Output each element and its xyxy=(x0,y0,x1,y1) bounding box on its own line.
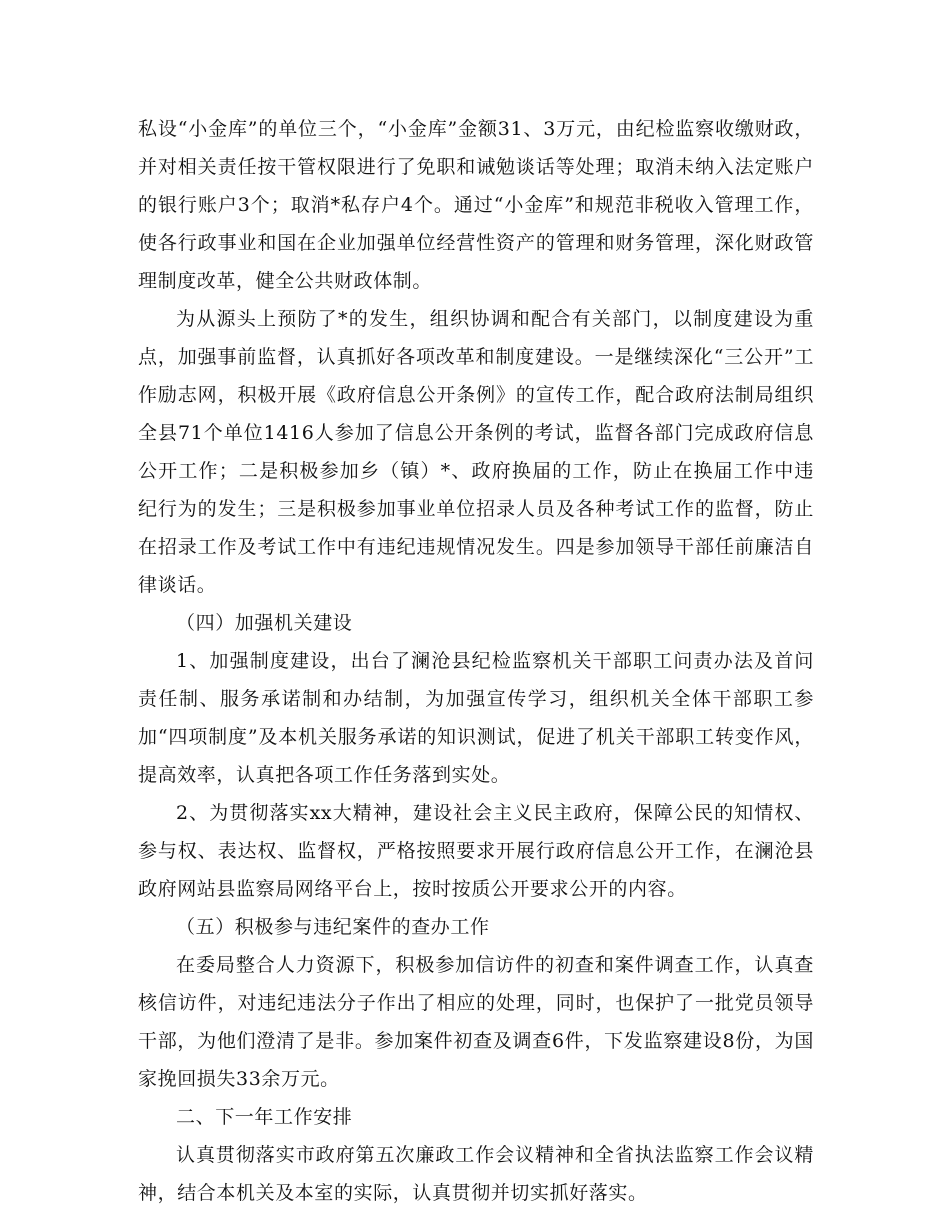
para-institution-building: 1、加强制度建设，出台了澜沧县纪检监察机关干部职工问责办法及首问责任制、服务承诺制和办结制，为加强宣传学习，组织机关全体干部职工参加“四项制度”及本机关服务承诺的知识测试，促进了机关干部职工转变作风，提高效率，认真把各项工作任务落到实处。 xyxy=(138,650,814,786)
heading-section-four: （四）加强机关建设 xyxy=(176,612,353,634)
para-small-treasury-cleanup: 私设“小金库”的单位三个，“小金库”金额31、3万元，由纪检监察收缴财政，并对相关责任按干管权限进行了免职和诫勉谈话等处理；取消未纳入法定账户的银行账户3个；取消*私存户4个。通过“小金库”和规范非税收入管理工作，使各行政事业和国在企业加强单位经营性资产的管理和财务管理，深化财政管理制度改革，健全公共财政体制。 xyxy=(138,118,814,292)
para-prevention-system: 为从源头上预防了*的发生，组织协调和配合有关部门，以制度建设为重点，加强事前监督，认真抓好各项改革和制度建设。一是继续深化“三公开”工作励志网，积极开展《政府信息公开条例》的宣传工作，配合政府法制局组织全县71个单位1416人参加了信息公开条例的考试，监督各部门完成政府信息公开工作；二是积极参加乡（镇）*、政府换届的工作，防止在换届工作中违纪行为的发生；三是积极参加事业单位招录人员及各种考试工作的监督，防止在招录工作及考试工作中有违纪违规情况发生。四是参加领导干部任前廉洁自律谈话。 xyxy=(138,308,814,596)
para-implementation: 认真贯彻落实市政府第五次廉政工作会议精神和全省执法监察工作会议精神，结合本机关及本室的实际，认真贯彻并切实抓好落实。 xyxy=(138,1144,814,1204)
document-body xyxy=(138,110,814,1212)
heading-next-year-plan: 二、下一年工作安排 xyxy=(176,1106,353,1128)
heading-section-five: （五）积极参与违纪案件的查办工作 xyxy=(176,916,490,938)
para-information-disclosure: 2、为贯彻落实xx大精神，建设社会主义民主政府，保障公民的知情权、参与权、表达权、监督权，严格按照要求开展行政府信息公开工作，在澜沧县政府网站县监察局网络平台上，按时按质公开要求公开的内容。 xyxy=(138,802,814,900)
para-case-investigation: 在委局整合人力资源下，积极参加信访件的初查和案件调查工作，认真查核信访件，对违纪违法分子作出了相应的处理，同时，也保护了一批党员领导干部，为他们澄清了是非。参加案件初查及调查6件，下发监察建设8份，为国家挽回损失33余万元。 xyxy=(138,954,814,1090)
